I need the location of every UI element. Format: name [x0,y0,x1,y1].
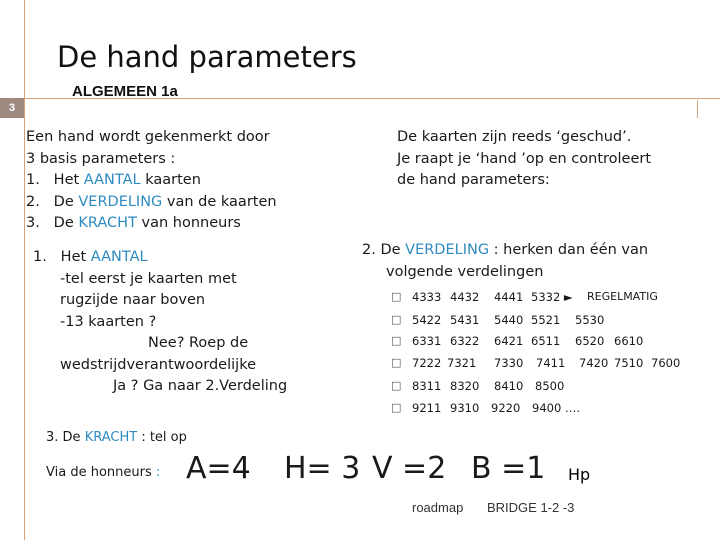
dist-value: 9310 [450,401,480,415]
dist-value: 6520 [575,334,605,348]
verdeling-line-2: volgende verdelingen [386,263,544,280]
aantal-heading: 1. Het AANTAL [33,249,148,265]
dist-value: 7330 [494,356,524,370]
intro-item-1: 1. Het AANTAL kaarten [26,172,201,188]
dist-value: 6511 [531,334,561,348]
dist-value: 5332 ► [531,290,573,304]
aantal-line-6: wedstrijdverantwoordelijke [60,356,256,373]
dist-value: 5521 [531,313,561,327]
footer-roadmap: roadmap [412,500,464,515]
intro-left-block [26,127,277,235]
dist-value: 7420 [579,356,609,370]
dist-value: 7411 [536,356,566,370]
dist-value: 8311 [412,379,442,393]
aantal-line-4: -13 kaarten ? [60,313,157,330]
dist-value: 7600 [651,356,681,370]
dist-value: 4432 [450,290,480,304]
intro-item-2: 2. De VERDELING van de kaarten [26,193,277,210]
intro-right-block [397,127,651,192]
dist-value: 5530 [575,313,605,327]
aantal-line-5: Nee? Roep de [148,335,249,351]
intro-right-line-1: De kaarten zijn reeds ‘geschud’. [397,129,632,145]
intro-item-3: 3. De KRACHT van honneurs [26,215,241,231]
bullet-icon: □ [391,356,402,369]
bullet-icon: □ [391,334,402,347]
intro-line-2: 3 basis parameters : [26,150,176,167]
dist-value: 6322 [450,334,480,348]
page-subtitle: ALGEMEEN 1a [72,83,178,100]
verdeling-block [362,240,648,283]
page-title: De hand parameters [57,40,357,74]
kracht-heer: H= 3 [284,451,361,486]
intro-right-line-2: Je raapt je ‘hand ’op en controleert [397,150,652,167]
aantal-line-7: Ja ? Ga naar 2.Verdeling [113,378,288,394]
footer-bridge: BRIDGE 1-2 -3 [487,500,575,515]
intro-right-line-3: de hand parameters: [397,172,550,188]
dist-value: 7321 [447,356,477,370]
aantal-line-2: -tel eerst je kaarten met [60,270,237,287]
right-tab-box [697,100,718,118]
dist-value: 8410 [494,379,524,393]
dist-value: 8320 [450,379,480,393]
dist-value: 6421 [494,334,524,348]
intro-line-1: Een hand wordt gekenmerkt door [26,129,270,145]
kracht-vrouw: V =2 [372,451,447,486]
bullet-icon: □ [391,290,402,303]
bullet-icon: □ [391,313,402,326]
dist-value: 9211 [412,401,442,415]
aantal-block [33,247,287,398]
dist-value: 8500 [535,379,565,393]
bullet-icon: □ [391,401,402,414]
kracht-hp: Hp [568,465,591,484]
dist-value: 5422 [412,313,442,327]
dist-label: REGELMATIG [587,290,658,303]
dist-value: 4333 [412,290,442,304]
dist-value: 7510 [614,356,644,370]
kracht-ace: A=4 [186,451,251,486]
aantal-line-3: rugzijde naar boven [60,292,206,308]
dist-value: 4441 [494,290,524,304]
dist-value: 5440 [494,313,524,327]
kracht-heading: 3. De KRACHT : tel op [46,430,187,445]
dist-value: 9400 …. [532,401,581,415]
dist-value: 7222 [412,356,442,370]
kracht-via: Via de honneurs : [46,465,161,480]
dist-value: 6331 [412,334,442,348]
slide-number: 3 [0,98,24,118]
dist-value: 5431 [450,313,480,327]
left-vertical-rule [24,0,25,540]
dist-value: 6610 [614,334,644,348]
dist-value: 9220 [491,401,521,415]
bullet-icon: □ [391,379,402,392]
kracht-boer: B =1 [471,451,546,486]
verdeling-heading: 2. De VERDELING : herken dan één van [362,242,649,258]
